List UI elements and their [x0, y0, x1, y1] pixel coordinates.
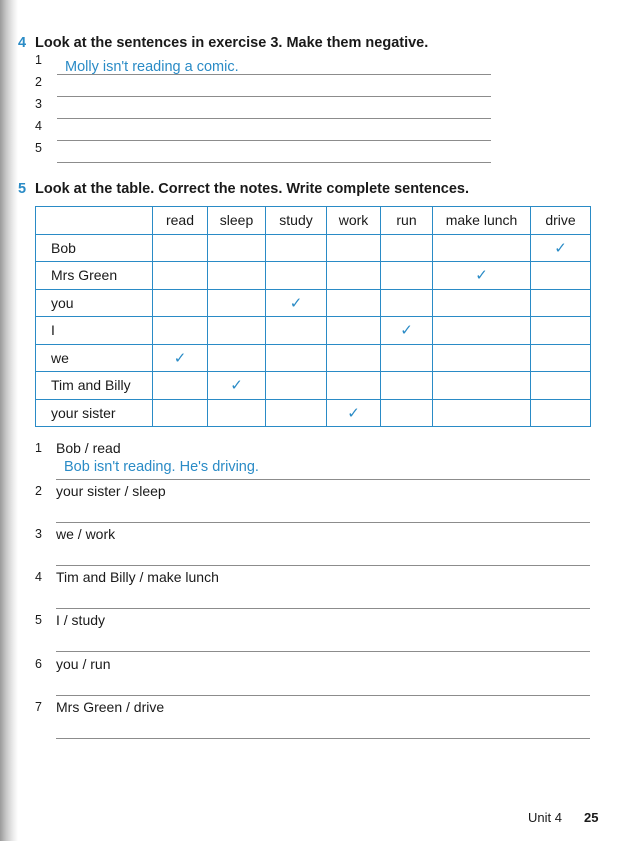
table-header-row	[36, 207, 591, 235]
table-cell	[381, 289, 433, 317]
question-number: 6	[35, 657, 42, 671]
exercise-5-question[interactable]	[35, 484, 590, 528]
table-cell	[381, 262, 433, 290]
line-number: 3	[35, 97, 42, 111]
table-cell	[153, 289, 208, 317]
question-number: 4	[35, 570, 42, 584]
row-label: I	[36, 317, 153, 345]
table-cell	[208, 289, 266, 317]
answer-rule	[56, 608, 590, 609]
question-prompt: I / study	[56, 612, 106, 628]
table-cell	[327, 234, 381, 262]
table-cell	[266, 317, 327, 345]
question-prompt: you / run	[56, 656, 111, 672]
answer-rule	[56, 479, 590, 480]
answer-rule	[56, 522, 590, 523]
column-header: study	[266, 207, 327, 235]
check-mark-icon: ✓	[266, 289, 327, 317]
table-cell	[433, 344, 531, 372]
table-cell	[327, 289, 381, 317]
exercise-4-line[interactable]	[35, 119, 491, 141]
column-header	[36, 207, 153, 235]
table-cell	[153, 372, 208, 400]
exercise-5-question[interactable]	[35, 613, 590, 657]
exercise-5-number: 5	[18, 181, 27, 197]
answer-rule	[56, 565, 590, 566]
table-cell	[266, 372, 327, 400]
book-spine-shadow	[0, 0, 18, 841]
table-cell	[381, 344, 433, 372]
answer-rule	[56, 738, 590, 739]
column-header: make lunch	[433, 207, 531, 235]
page-number: 25	[584, 810, 599, 825]
row-label: Mrs Green	[36, 262, 153, 290]
question-number: 3	[35, 527, 42, 541]
exercise-4-line[interactable]	[35, 75, 491, 97]
table-cell	[381, 399, 433, 427]
row-label: we	[36, 344, 153, 372]
exercise-4-line[interactable]	[35, 97, 491, 119]
table-cell	[381, 372, 433, 400]
table-row	[36, 344, 591, 372]
exercise-5-question[interactable]	[35, 700, 590, 744]
table-cell	[531, 262, 591, 290]
line-number: 2	[35, 75, 42, 89]
table-cell	[531, 372, 591, 400]
table-cell	[208, 344, 266, 372]
table-cell	[208, 317, 266, 345]
answer-text: Molly isn't reading a comic.	[65, 59, 239, 75]
table-cell	[208, 399, 266, 427]
line-number: 4	[35, 119, 42, 133]
table-row	[36, 317, 591, 345]
table-row	[36, 372, 591, 400]
row-label: you	[36, 289, 153, 317]
line-number: 5	[35, 141, 42, 155]
check-mark-icon: ✓	[381, 317, 433, 345]
row-label: Tim and Billy	[36, 372, 153, 400]
answer-rule	[57, 162, 491, 163]
question-prompt: your sister / sleep	[56, 483, 166, 499]
check-mark-icon: ✓	[153, 344, 208, 372]
check-mark-icon: ✓	[327, 399, 381, 427]
table-row	[36, 399, 591, 427]
question-number: 7	[35, 700, 42, 714]
column-header: read	[153, 207, 208, 235]
exercise-4-instruction: Look at the sentences in exercise 3. Make them negative.	[35, 35, 429, 51]
question-number: 5	[35, 613, 42, 627]
row-label: your sister	[36, 399, 153, 427]
row-label: Bob	[36, 234, 153, 262]
question-number: 2	[35, 484, 42, 498]
check-mark-icon: ✓	[531, 234, 591, 262]
exercise-5-question[interactable]	[35, 441, 590, 485]
footer-unit-label: Unit 4	[528, 810, 562, 825]
exercise-4-line[interactable]	[35, 53, 491, 75]
table-cell	[208, 234, 266, 262]
table-cell	[327, 344, 381, 372]
exercise-4-heading	[18, 35, 428, 51]
question-prompt: Bob / read	[56, 440, 121, 456]
table-cell	[266, 234, 327, 262]
answer-text: Bob isn't reading. He's driving.	[64, 459, 259, 475]
table-cell	[531, 289, 591, 317]
exercise-5-heading	[18, 181, 469, 197]
column-header: sleep	[208, 207, 266, 235]
table-cell	[153, 234, 208, 262]
question-prompt: Mrs Green / drive	[56, 699, 165, 715]
table-row	[36, 262, 591, 290]
line-number: 1	[35, 53, 42, 67]
column-header: work	[327, 207, 381, 235]
table-cell	[433, 372, 531, 400]
exercise-4-number: 4	[18, 35, 27, 51]
table-cell	[327, 262, 381, 290]
exercise-5-question[interactable]	[35, 657, 590, 701]
check-mark-icon: ✓	[208, 372, 266, 400]
check-mark-icon: ✓	[433, 262, 531, 290]
table-row	[36, 289, 591, 317]
table-cell	[327, 317, 381, 345]
table-cell	[433, 234, 531, 262]
question-number: 1	[35, 441, 42, 455]
question-prompt: Tim and Billy / make lunch	[56, 569, 219, 585]
table-cell	[266, 344, 327, 372]
answer-rule	[56, 651, 590, 652]
column-header: run	[381, 207, 433, 235]
table-row	[36, 234, 591, 262]
table-cell	[531, 344, 591, 372]
answer-rule	[56, 695, 590, 696]
table-cell	[153, 317, 208, 345]
exercise-5-question[interactable]	[35, 527, 590, 571]
activity-table	[35, 206, 591, 427]
exercise-5-question[interactable]	[35, 570, 590, 614]
table-cell	[433, 317, 531, 345]
question-prompt: we / work	[56, 526, 116, 542]
table-cell	[381, 234, 433, 262]
table-cell	[266, 399, 327, 427]
table-cell	[531, 399, 591, 427]
table-cell	[208, 262, 266, 290]
table-cell	[433, 399, 531, 427]
table-cell	[327, 372, 381, 400]
table-cell	[153, 399, 208, 427]
exercise-4-line[interactable]	[35, 141, 491, 163]
exercise-5-instruction: Look at the table. Correct the notes. Write complete sentences.	[35, 181, 470, 197]
table-cell	[266, 262, 327, 290]
table-cell	[433, 289, 531, 317]
table-cell	[531, 317, 591, 345]
column-header: drive	[531, 207, 591, 235]
table-cell	[153, 262, 208, 290]
